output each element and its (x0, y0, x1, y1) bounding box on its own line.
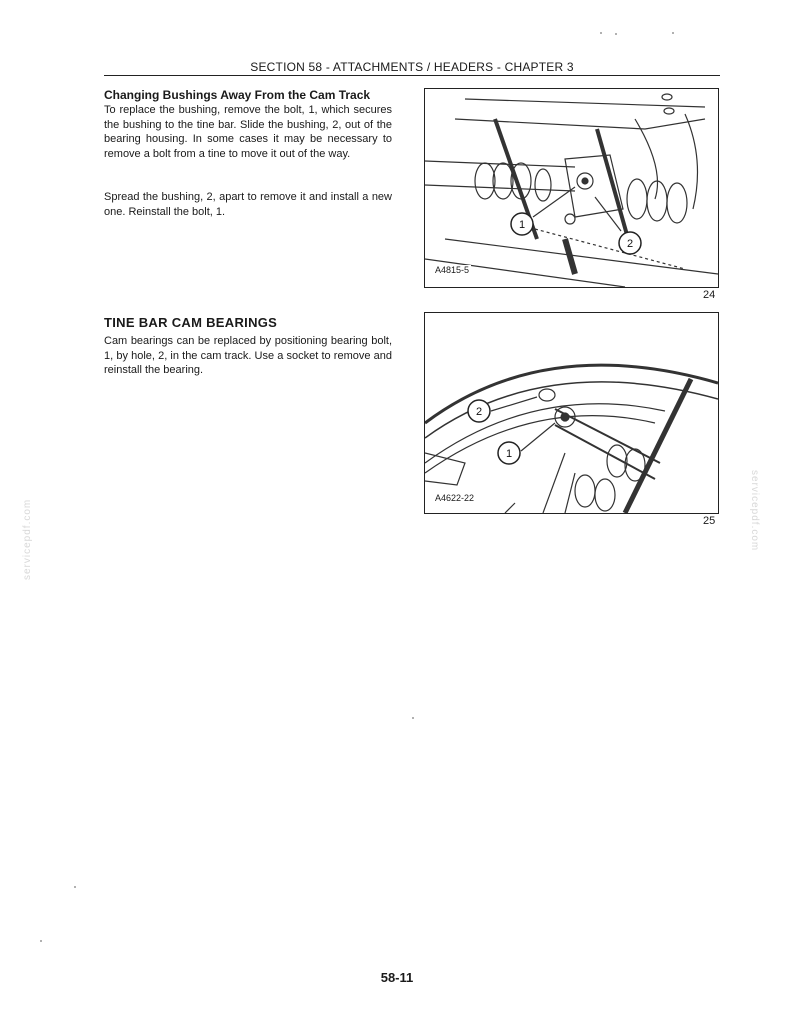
cam-track-illustration (425, 313, 718, 513)
section-heading-bushings: Changing Bushings Away From the Cam Track (104, 88, 371, 102)
scan-speck (412, 717, 414, 719)
paragraph-bushings-1: To replace the bushing, remove the bolt, 1, which secures the bushing to the tine bar. Slide the bushing, 2, out of the bearing housing. In some cases it may be necessary to remove a bolt from a tine to move it out of the way. (104, 104, 392, 160)
bushing-illustration (425, 89, 718, 287)
scan-speck (600, 32, 602, 34)
figure-24 (424, 88, 719, 288)
scan-speck (615, 33, 617, 35)
section-heading-cam-bearings: TINE BAR CAM BEARINGS (104, 315, 278, 330)
figure-label: A4815-5 (435, 265, 470, 275)
callout-1: 1 (505, 448, 513, 460)
scan-speck (40, 940, 42, 942)
header-rule (104, 75, 720, 76)
callout-2: 2 (626, 238, 634, 250)
paragraph-cam-bearings: Cam bearings can be replaced by positioning bearing bolt, 1, by hole, 2, in the cam track. Use a socket to remove and reinstall the bearing. (104, 335, 392, 376)
figure-label: A4622-22 (435, 493, 475, 503)
scan-speck (74, 886, 76, 888)
callout-2: 2 (475, 406, 483, 418)
paragraph-bushings-2: Spread the bushing, 2, apart to remove it and install a new one. Reinstall the bolt, 1. (104, 191, 392, 218)
figure-number: 24 (703, 289, 716, 301)
page-number: 58-11 (380, 970, 414, 985)
section-header: SECTION 58 - ATTACHMENTS / HEADERS - CHAPTER 3 (250, 60, 574, 74)
scan-speck (672, 32, 674, 34)
figure-number: 25 (703, 515, 716, 527)
figure-25 (424, 312, 719, 514)
watermark-left: servicepdf.com (22, 498, 33, 580)
callout-1: 1 (518, 219, 526, 231)
watermark-right: servicepdf.com (749, 470, 760, 552)
